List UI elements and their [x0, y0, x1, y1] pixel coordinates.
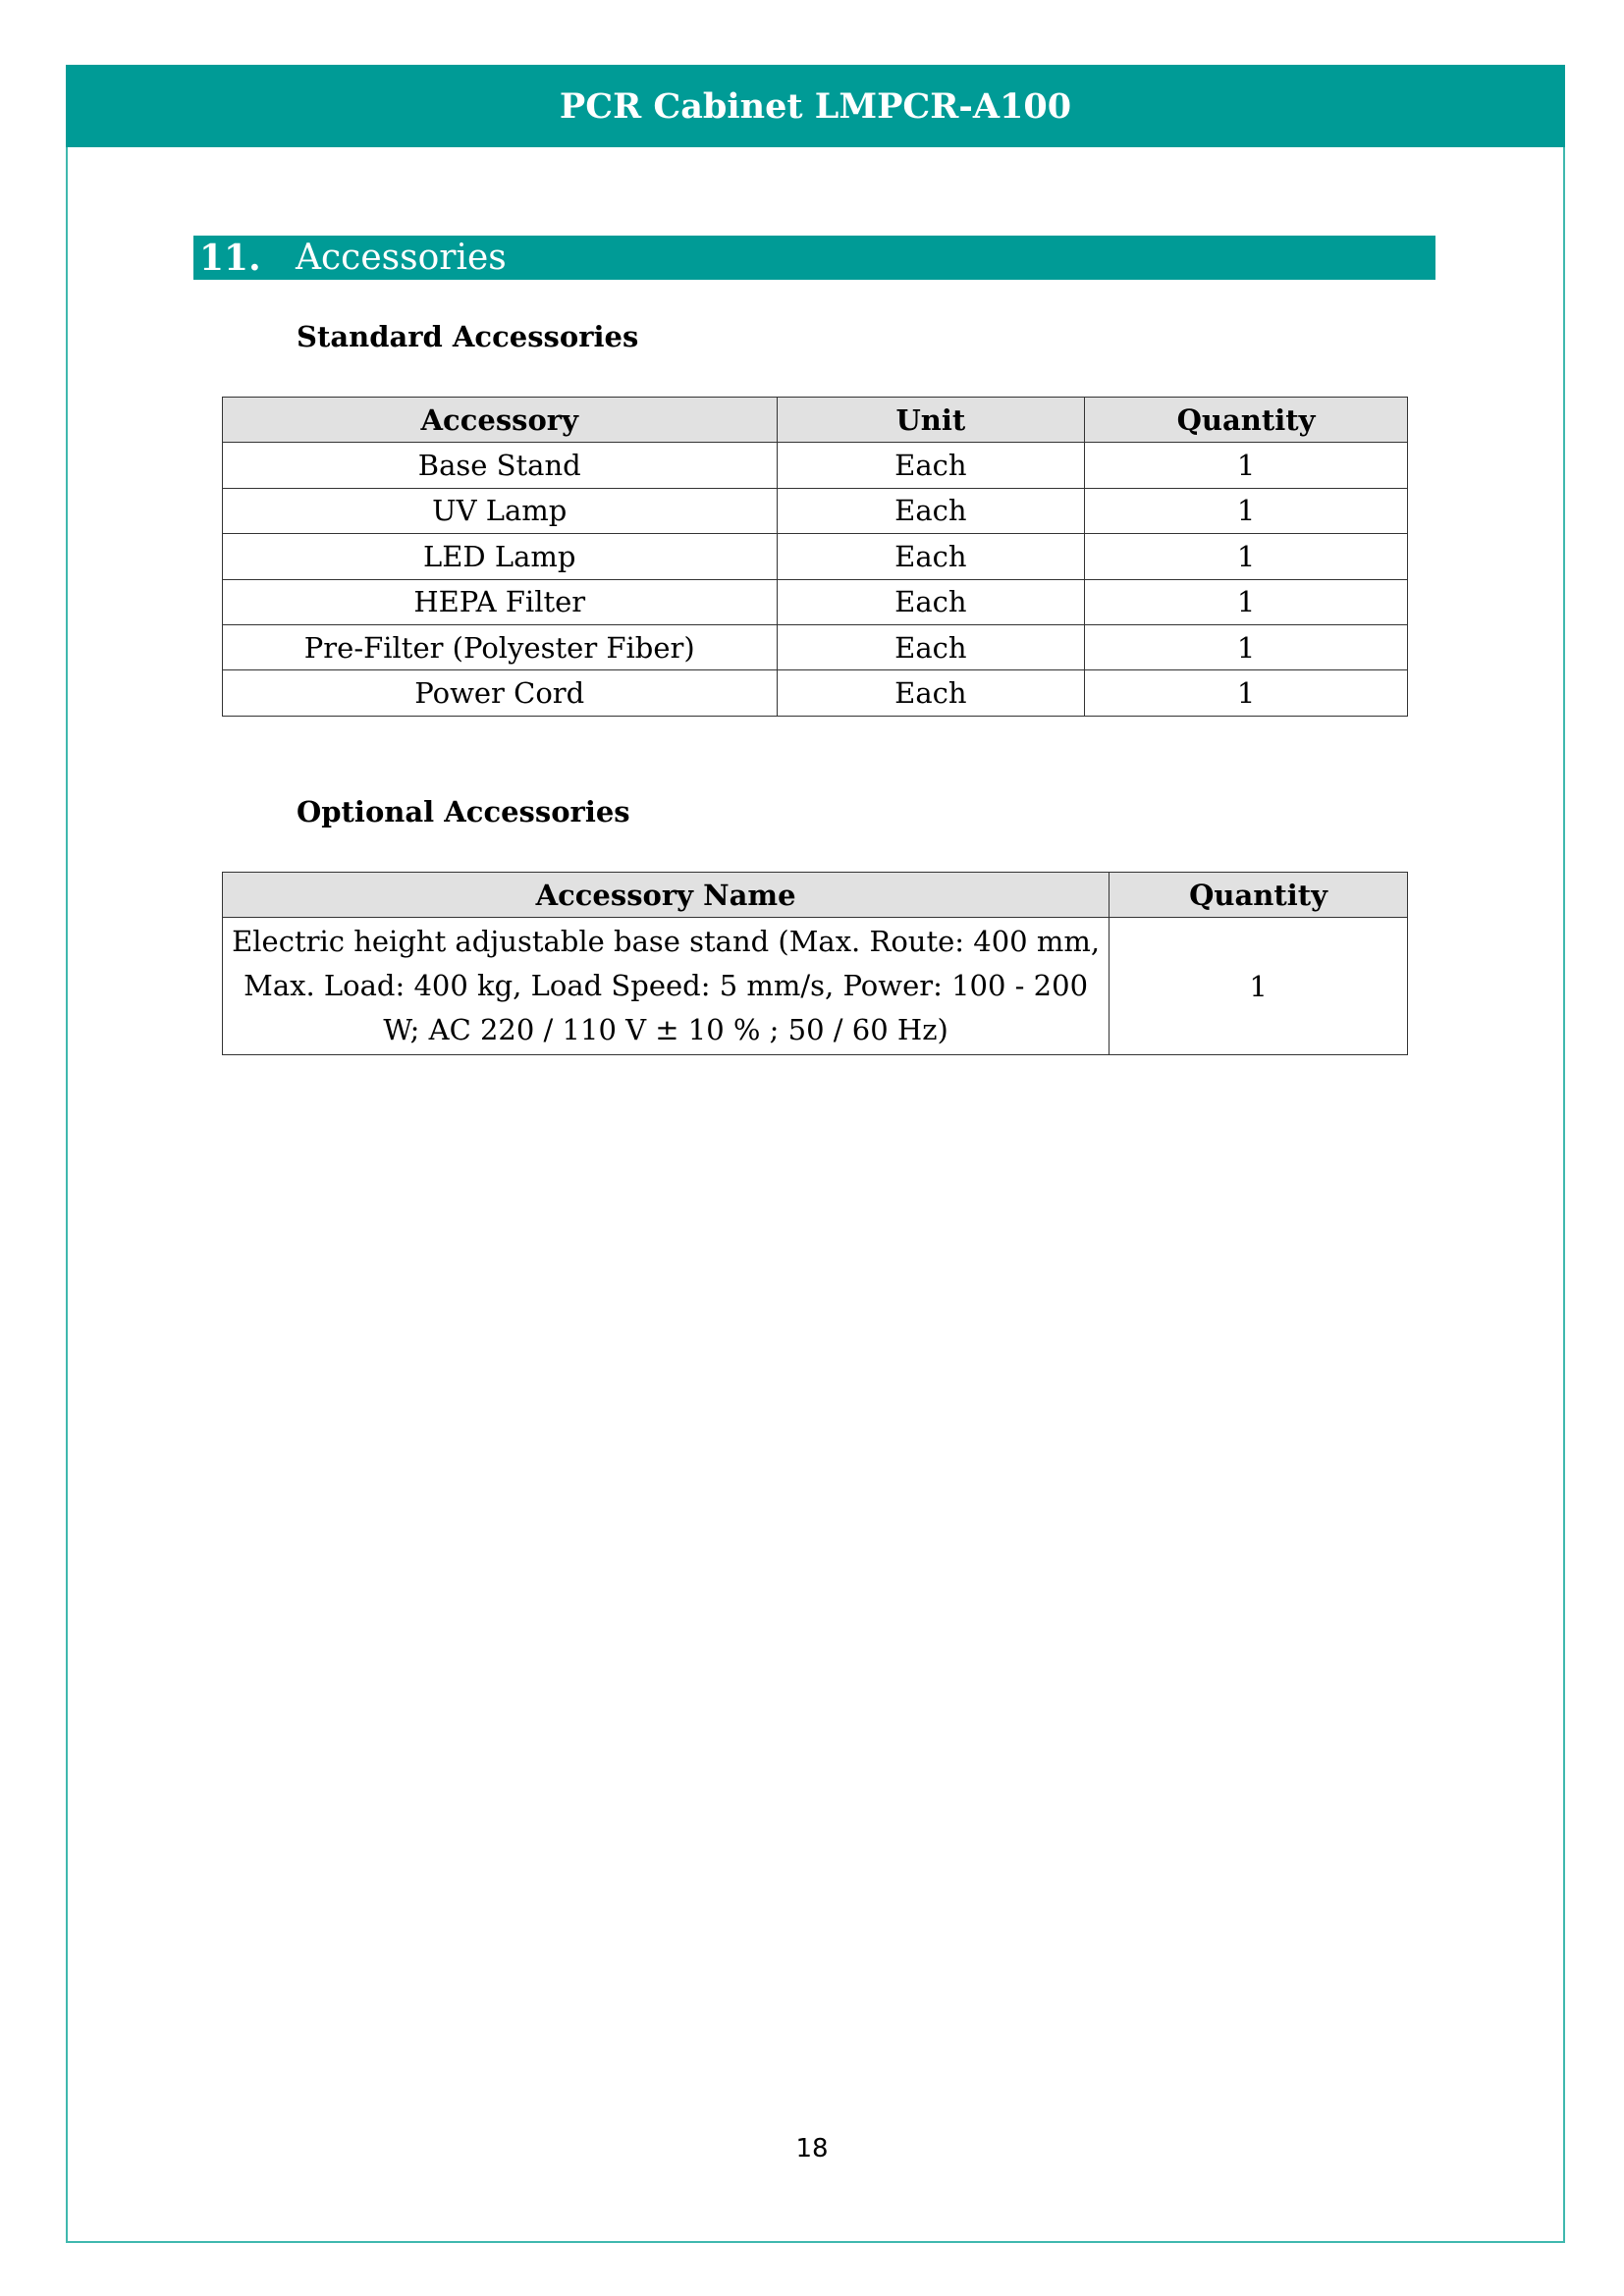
column-header-accessory-name: Accessory Name: [223, 873, 1110, 918]
unit-cell: Each: [777, 534, 1085, 579]
page-frame: [66, 65, 1565, 2243]
section-heading: [193, 236, 1435, 280]
table-row: [223, 534, 1408, 579]
column-header-accessory: Accessory: [223, 398, 778, 443]
accessory-cell: LED Lamp: [223, 534, 778, 579]
accessory-cell: Power Cord: [223, 670, 778, 716]
column-header-quantity: Quantity: [1110, 873, 1408, 918]
unit-cell: Each: [777, 624, 1085, 669]
unit-cell: Each: [777, 579, 1085, 624]
accessory-cell: Base Stand: [223, 443, 778, 488]
section-number: 11.: [199, 237, 261, 279]
accessory-name-cell: Electric height adjustable base stand (Max. Route: 400 mm, Max. Load: 400 kg, Load Speed: 5 mm/s, Power: 100 - 200 W; AC 220 / 110 V ± 10 % ; 50 / 60 Hz): [223, 918, 1110, 1055]
quantity-cell: 1: [1110, 918, 1408, 1055]
table-row: [223, 579, 1408, 624]
accessory-cell: HEPA Filter: [223, 579, 778, 624]
table-row: [223, 918, 1408, 1055]
quantity-cell: 1: [1085, 670, 1408, 716]
quantity-cell: 1: [1085, 443, 1408, 488]
quantity-cell: 1: [1085, 624, 1408, 669]
table-row: [223, 488, 1408, 533]
header-bar: [66, 65, 1565, 147]
section-title: Accessories: [296, 238, 507, 278]
page-number: 18: [795, 2134, 829, 2163]
standard-accessories-table: [222, 397, 1408, 717]
table-row: [223, 443, 1408, 488]
document-title: PCR Cabinet LMPCR-A100: [559, 85, 1072, 127]
quantity-cell: 1: [1085, 579, 1408, 624]
column-header-quantity: Quantity: [1085, 398, 1408, 443]
unit-cell: Each: [777, 488, 1085, 533]
accessory-cell: UV Lamp: [223, 488, 778, 533]
quantity-cell: 1: [1085, 534, 1408, 579]
table-header-row: [223, 873, 1408, 918]
table-row: [223, 624, 1408, 669]
optional-accessories-table: [222, 872, 1408, 1055]
table-header-row: [223, 398, 1408, 443]
column-header-unit: Unit: [777, 398, 1085, 443]
standard-accessories-heading: Standard Accessories: [297, 320, 639, 353]
optional-accessories-heading: Optional Accessories: [297, 795, 630, 828]
table-row: [223, 670, 1408, 716]
unit-cell: Each: [777, 443, 1085, 488]
accessory-cell: Pre-Filter (Polyester Fiber): [223, 624, 778, 669]
unit-cell: Each: [777, 670, 1085, 716]
quantity-cell: 1: [1085, 488, 1408, 533]
